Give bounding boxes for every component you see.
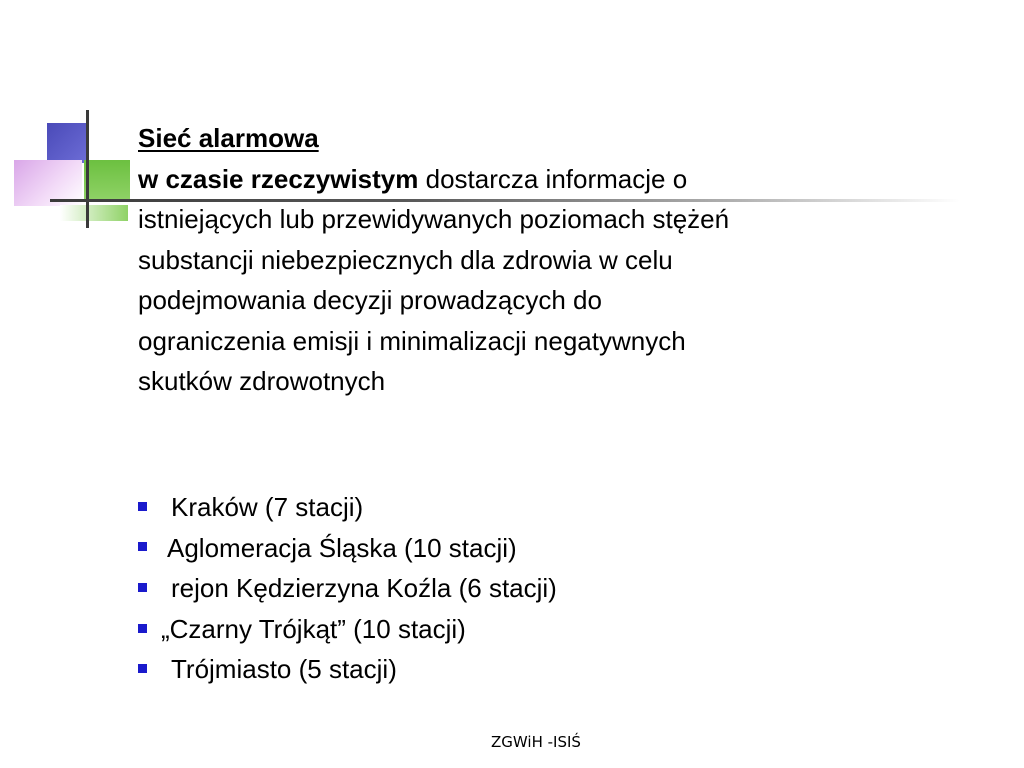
square-bullet-icon <box>138 583 147 592</box>
list-item-text: Trójmiasto (5 stacji) <box>171 654 397 685</box>
decor-green-square <box>84 160 130 200</box>
list-item-text: Aglomeracja Śląska (10 stacji) <box>167 532 517 563</box>
list-item <box>138 649 557 690</box>
list-item-text: „Czarny Trójkąt” (10 stacji) <box>161 613 466 644</box>
decor-blue-square <box>47 123 87 163</box>
intro-line: skutków zdrowotnych <box>138 366 386 396</box>
list-item <box>138 609 557 650</box>
intro-bold-phrase: w czasie rzeczywistym <box>138 163 419 194</box>
list-item <box>138 568 557 609</box>
slide-footer: ZGWiH -ISIŚ <box>491 733 581 751</box>
intro-line: istniejących lub przewidywanych poziomach stężeń <box>138 204 730 234</box>
square-bullet-icon <box>138 664 147 673</box>
decor-vertical-line <box>86 110 89 228</box>
intro-line: substancji niebezpiecznych dla zdrowia w celu <box>138 244 673 275</box>
list-item-text: rejon Kędzierzyna Koźla (6 stacji) <box>171 573 557 604</box>
intro-line: ograniczenia emisji i minimalizacji negatywnych <box>138 325 686 356</box>
square-bullet-icon <box>138 542 147 551</box>
slide-heading: Sieć alarmowa <box>138 123 319 153</box>
station-list <box>138 487 557 690</box>
intro-line: dostarcza informacje o <box>418 163 688 194</box>
intro-line: podejmowania decyzji prowadzących do <box>138 285 602 315</box>
decor-green-bar <box>60 205 128 221</box>
square-bullet-icon <box>138 502 147 511</box>
slide-body <box>138 118 978 402</box>
square-bullet-icon <box>138 624 147 633</box>
list-item <box>138 487 557 528</box>
list-item-text: Kraków (7 stacji) <box>171 492 364 522</box>
list-item <box>138 528 557 569</box>
intro-paragraph <box>138 118 978 402</box>
